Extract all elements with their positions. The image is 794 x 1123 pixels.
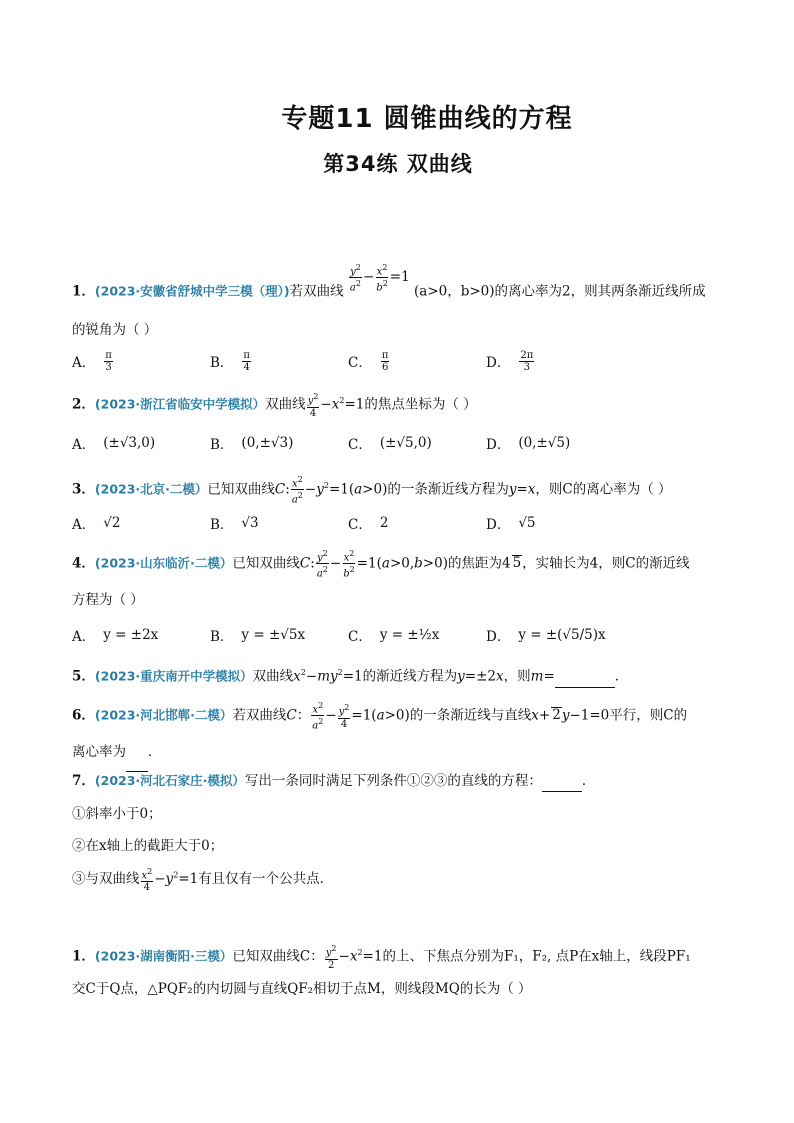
options-row-4: [72, 620, 732, 650]
question-4: 4．(2023·山东临沂·二模）已知双曲线C: $\frac{y^2}{a^2}$ − $\frac{x^2}{b^2}$ =1(a>0,b>0)的焦距为4 5，实轴长为4，则C的渐近线 方程为（ ）: [72, 549, 690, 608]
condition-2: ②在x轴上的截距大于0；: [72, 838, 224, 854]
answer-blank[interactable]: [555, 673, 615, 688]
option-d[interactable]: D． y = ±(√5/5)x: [486, 627, 606, 645]
question-3: 3．(2023·北京·二模）已知双曲线C: $\frac{x^2}{a^2}$ $-y^2=1(a>0)$的一条渐近线方程为y=x，则C的离心率为（ ）: [72, 475, 672, 506]
option-b[interactable]: B． (0,±√3): [210, 435, 294, 453]
option-c[interactable]: C． y = ±½x: [348, 627, 440, 645]
options-row-2: [72, 428, 732, 458]
question-extra-1: 1．(2023·湖南衡阳·三模）已知双曲线C： $\frac{y^2}{2}$ $-x^2=1$的上、下焦点分别为F₁，F₂, 点P在x轴上，线段PF₁ 交C于Q点，△PQF₂的内切圆与直线QF₂相切于点M，则线段MQ的长为（ ）: [72, 944, 691, 997]
question-6: 6．(2023·河北邯郸·二模）若双曲线C： $\frac{x^2}{a^2}$ − $\frac{y^2}{4}$ =1(a>0)的一条渐近线与直线x+ 2y−1=0平行，则C的 离心率为 ．: [72, 700, 732, 772]
option-d[interactable]: D． √5: [486, 515, 536, 533]
page-subtitle: 第34练 双曲线: [323, 152, 473, 176]
question-1: 1．(2023·安徽省舒城中学三模（理）)若双曲线 $\frac{y^2}{a^2}$ − $\frac{x^2}{b^2}$ =1 (a>0，b>0)的离心率为2，则其两条渐近线所成 的锐角为（ ）: [72, 263, 706, 338]
formula: $\frac{y^2}{a^2}$ − $\frac{x^2}{b^2}$ =1: [349, 263, 410, 294]
question-source: (2023·安徽省舒城中学三模（理）): [94, 283, 290, 299]
options-row-1: [72, 346, 732, 376]
question-source: (2023·山东临沂·二模）: [94, 555, 233, 571]
question-source: (2023·河北石家庄·模拟）: [94, 773, 245, 788]
answer-blank[interactable]: [542, 777, 582, 792]
question-source: (2023·北京·二模）: [94, 481, 208, 497]
option-a[interactable]: A． $\frac{\pi}{3}$: [72, 349, 112, 373]
question-source: (2023·湖南衡阳·三模）: [94, 948, 233, 964]
option-a[interactable]: A． √2: [72, 515, 121, 533]
option-b[interactable]: B． y = ±√5x: [210, 627, 306, 645]
option-d[interactable]: D． $\frac{2\pi}{3}$: [486, 349, 534, 373]
condition-1: ①斜率小于0；: [72, 806, 162, 822]
option-c[interactable]: C． (±√5,0): [348, 435, 432, 453]
question-source: (2023·河北邯郸·二模）: [94, 707, 233, 723]
option-b[interactable]: B． √3: [210, 515, 259, 533]
question-source: (2023·浙江省临安中学模拟）: [94, 396, 266, 412]
question-2: 2．(2023·浙江省临安中学模拟）双曲线 $\frac{y^2}{4}$ $-x^2=1$的焦点坐标为（ ）: [72, 392, 477, 419]
option-a[interactable]: A． (±√3,0): [72, 435, 156, 453]
option-c[interactable]: C． $\frac{\pi}{6}$: [348, 349, 389, 373]
question-source: (2023·重庆南开中学模拟）: [94, 668, 253, 684]
option-c[interactable]: C． 2: [348, 515, 389, 533]
condition-3: ③与双曲线 $\frac{x^2}{4}$ $-y^2=1$有且仅有一个公共点．: [72, 867, 334, 894]
question-7: 7．(2023·河北石家庄·模拟）写出一条同时满足下列条件①②③的直线的方程： ．: [72, 770, 732, 792]
options-row-3: [72, 508, 732, 538]
option-a[interactable]: A． y = ±2x: [72, 627, 159, 645]
page-title: 专题11 圆锥曲线的方程: [281, 104, 573, 134]
option-b[interactable]: B． $\frac{\pi}{4}$: [210, 349, 250, 373]
question-5: 5．(2023·重庆南开中学模拟）双曲线$x^2-my^2=1$的渐近线方程为y=±2x，则m= ．: [72, 662, 732, 688]
option-d[interactable]: D． (0,±√5): [486, 435, 571, 453]
